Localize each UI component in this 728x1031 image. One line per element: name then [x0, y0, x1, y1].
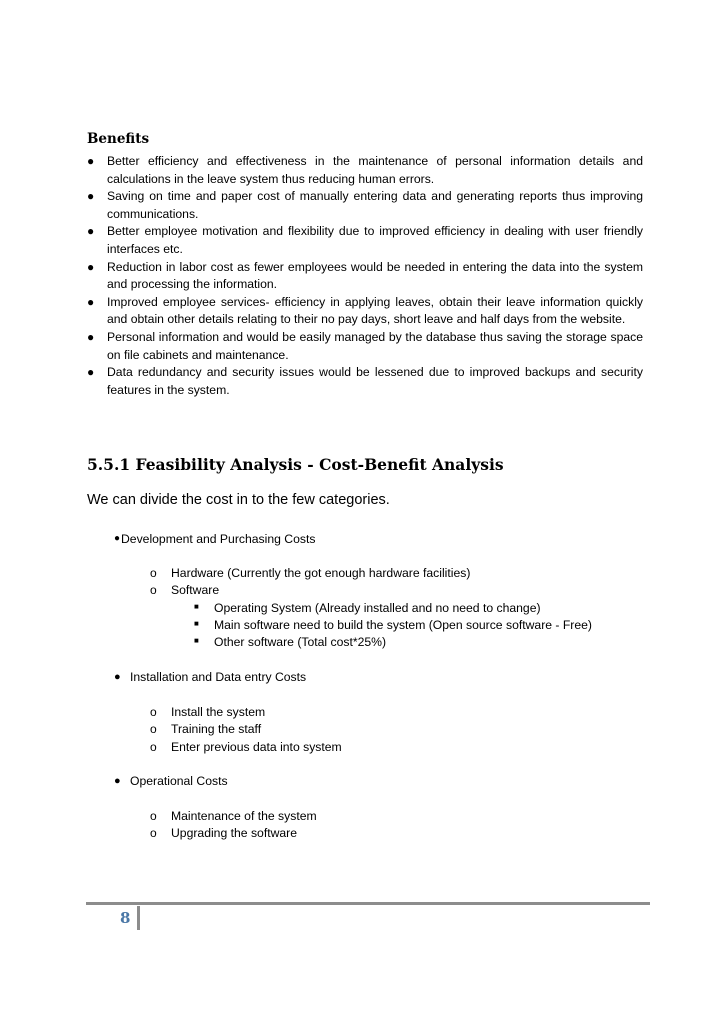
- benefit-item: ● Improved employee services- efficiency in applying leaves, obtain their leave information quickly and obtain other details relating to their no pay days, short leave and half days from the website.: [87, 294, 643, 327]
- circle-bullet-icon: o: [150, 722, 157, 736]
- installation-item: Enter previous data into system: [171, 740, 342, 754]
- circle-bullet-icon: o: [150, 583, 157, 597]
- circle-bullet-icon: o: [150, 566, 157, 580]
- square-bullet-icon: ■: [194, 602, 199, 611]
- software-item: Other software (Total cost*25%): [214, 635, 387, 649]
- bullet-icon: ●: [87, 259, 95, 274]
- item-hardware: Hardware (Currently the got enough hardware facilities): [171, 566, 471, 580]
- circle-bullet-icon: o: [150, 740, 157, 754]
- software-item: Operating System (Already installed and no need to change): [214, 601, 541, 615]
- benefit-item: ● Reduction in labor cost as fewer employees would be needed in entering the data into the system and processing the information.: [87, 259, 643, 292]
- bullet-icon: ●: [87, 189, 95, 204]
- software-item: Main software need to build the system (Open source software - Free): [214, 618, 592, 632]
- benefit-item: ● Personal information and would be easily managed by the database thus saving the storage space on file cabinets and maintenance.: [87, 329, 643, 362]
- footer-rule: [86, 902, 650, 905]
- bullet-icon: ●: [114, 533, 121, 544]
- section-intro: We can divide the cost in to the few categories.: [87, 492, 390, 508]
- square-bullet-icon: ■: [194, 619, 199, 628]
- item-software: Software: [171, 583, 220, 597]
- installation-item: Training the staff: [171, 722, 262, 736]
- circle-bullet-icon: o: [150, 705, 157, 719]
- category-development: Development and Purchasing Costs: [121, 532, 316, 546]
- installation-item: Install the system: [171, 705, 266, 719]
- bullet-icon: ●: [114, 775, 121, 787]
- benefit-item: ● Better efficiency and effectiveness in the maintenance of personal information details and calculations in the leave system thus reducing human errors.: [87, 154, 643, 186]
- bullet-icon: ●: [87, 154, 95, 168]
- circle-bullet-icon: o: [150, 826, 157, 840]
- square-bullet-icon: ■: [194, 636, 199, 645]
- operational-item: Upgrading the software: [171, 826, 298, 840]
- benefit-item: ● Data redundancy and security issues would be lessened due to improved backups and security features in the system.: [87, 365, 643, 397]
- section-heading: 5.5.1 Feasibility Analysis - Cost-Benefit Analysis: [87, 455, 504, 474]
- page-number: 8: [120, 909, 131, 927]
- benefit-item: ● Better employee motivation and flexibility due to improved efficiency in dealing with user friendly interfaces etc.: [87, 224, 643, 256]
- bullet-icon: ●: [87, 224, 95, 239]
- category-operational: Operational Costs: [130, 774, 228, 788]
- bullet-icon: ●: [87, 294, 95, 309]
- bullet-icon: ●: [114, 671, 121, 683]
- page-number-divider: [137, 906, 140, 930]
- benefit-item: ● Saving on time and paper cost of manually entering data and generating reports thus improving communications.: [87, 189, 643, 221]
- benefits-title: Benefits: [87, 131, 150, 147]
- bullet-icon: ●: [87, 329, 95, 344]
- bullet-icon: ●: [87, 365, 95, 380]
- operational-item: Maintenance of the system: [171, 809, 317, 823]
- benefits-list: [87, 153, 643, 399]
- circle-bullet-icon: o: [150, 809, 157, 823]
- category-installation: Installation and Data entry Costs: [130, 670, 307, 684]
